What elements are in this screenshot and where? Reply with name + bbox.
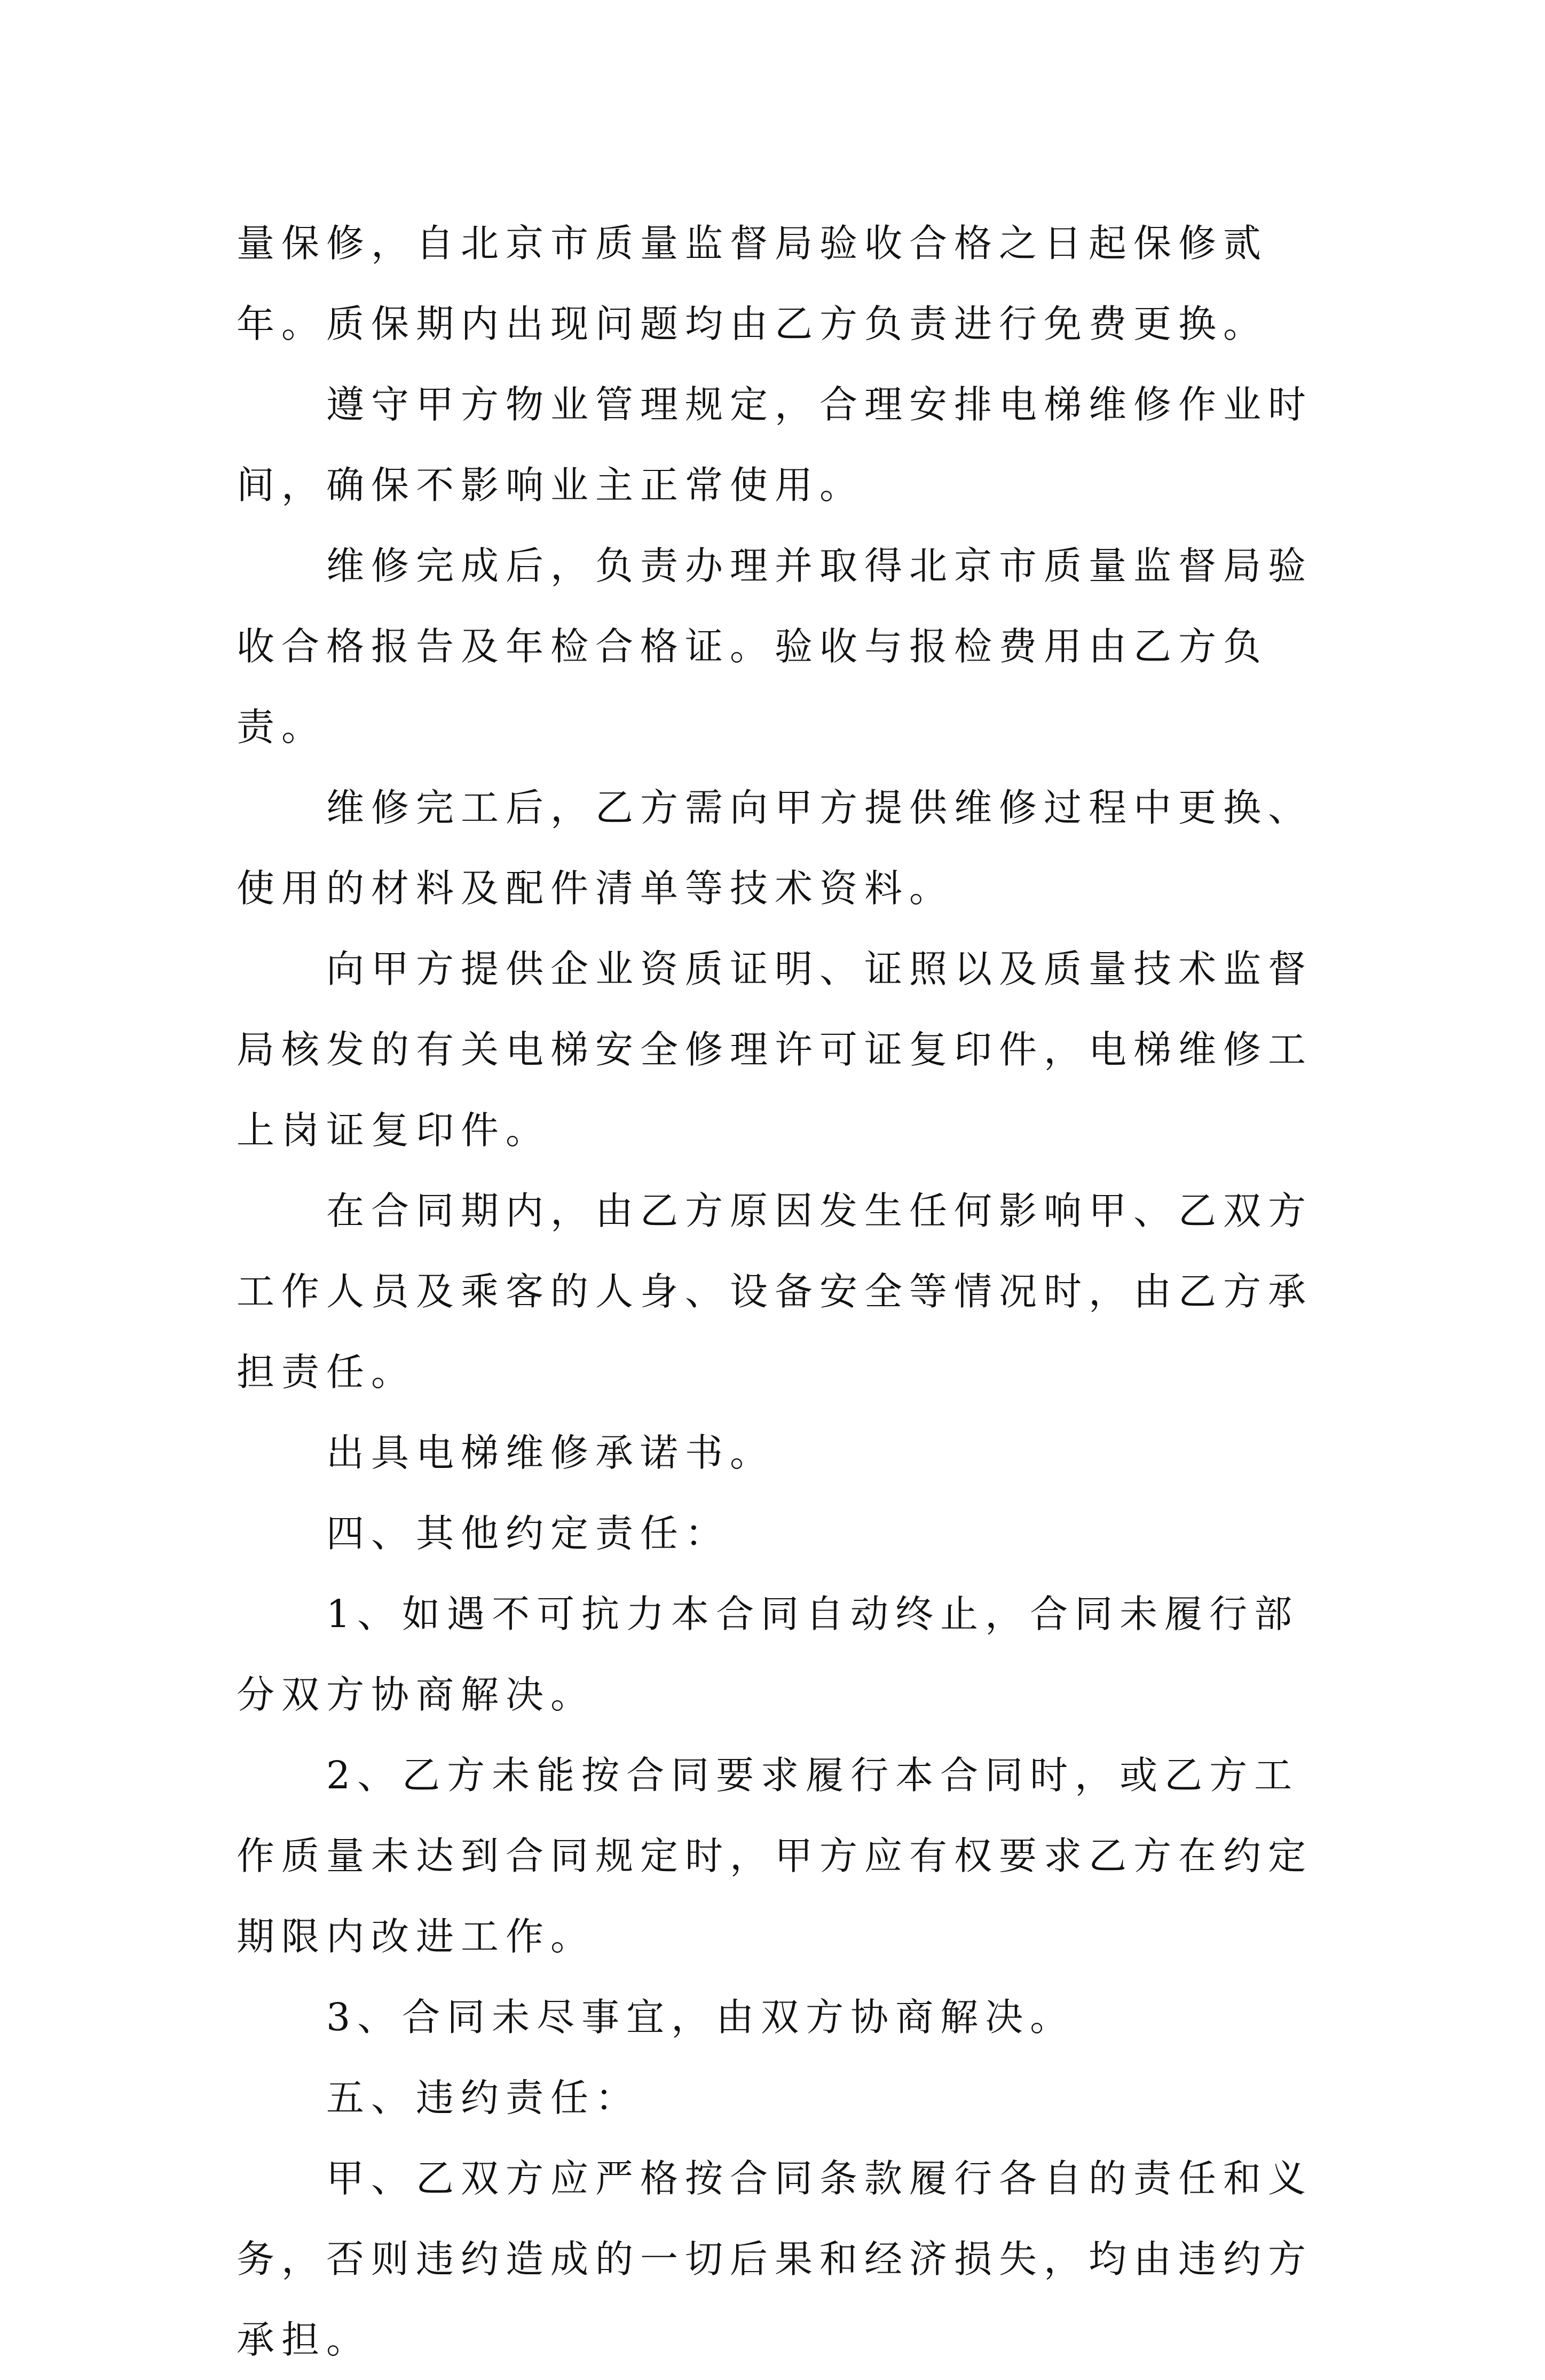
paragraph-warranty: 量保修，自北京市质量监督局验收合格之日起保修贰年。质保期内出现问题均由乙方负责进行免费更换。 — [237, 221, 1268, 346]
paragraph-force-majeure: 1、如遇不可抗力本合同自动终止，合同未履行部分双方协商解决。 — [237, 1592, 1299, 1717]
paragraph-qualifications: 向甲方提供企业资质证明、证照以及质量技术监督局核发的有关电梯安全修理许可证复印件，电梯维修工上岗证复印件。 — [237, 947, 1313, 1152]
paragraph-materials-list: 维修完工后，乙方需向甲方提供维修过程中更换、使用的材料及配件清单等技术资料。 — [237, 786, 1313, 910]
paragraph-property-rules: 遵守甲方物业管理规定，合理安排电梯维修作业时间，确保不影响业主正常使用。 — [237, 382, 1313, 507]
paragraph-improvement: 2、乙方未能按合同要求履行本合同时，或乙方工作质量未达到合同规定时，甲方应有权要求乙方在约定期限内改进工作。 — [237, 1753, 1313, 1959]
section-heading-breach: 五、违约责任： — [326, 2076, 641, 2120]
paragraph-unresolved-matters: 3、合同未尽事宜，由双方协商解决。 — [326, 1995, 1075, 2039]
paragraph-safety-liability: 在合同期内，由乙方原因发生任何影响甲、乙双方工作人员及乘客的人身、设备安全等情况时，由乙方承担责任。 — [237, 1189, 1313, 1394]
document-body — [237, 203, 1320, 2380]
paragraph-commitment-letter: 出具电梯维修承诺书。 — [326, 1431, 775, 1475]
paragraph-breach-liability: 甲、乙双方应严格按合同条款履行各自的责任和义务，否则违约造成的一切后果和经济损失，均由违约方承担。 — [237, 2156, 1313, 2362]
paragraph-acceptance: 维修完成后，负责办理并取得北京市质量监督局验收合格报告及年检合格证。验收与报检费用由乙方负责。 — [237, 544, 1313, 749]
section-heading-other-responsibilities: 四、其他约定责任： — [326, 1511, 730, 1556]
